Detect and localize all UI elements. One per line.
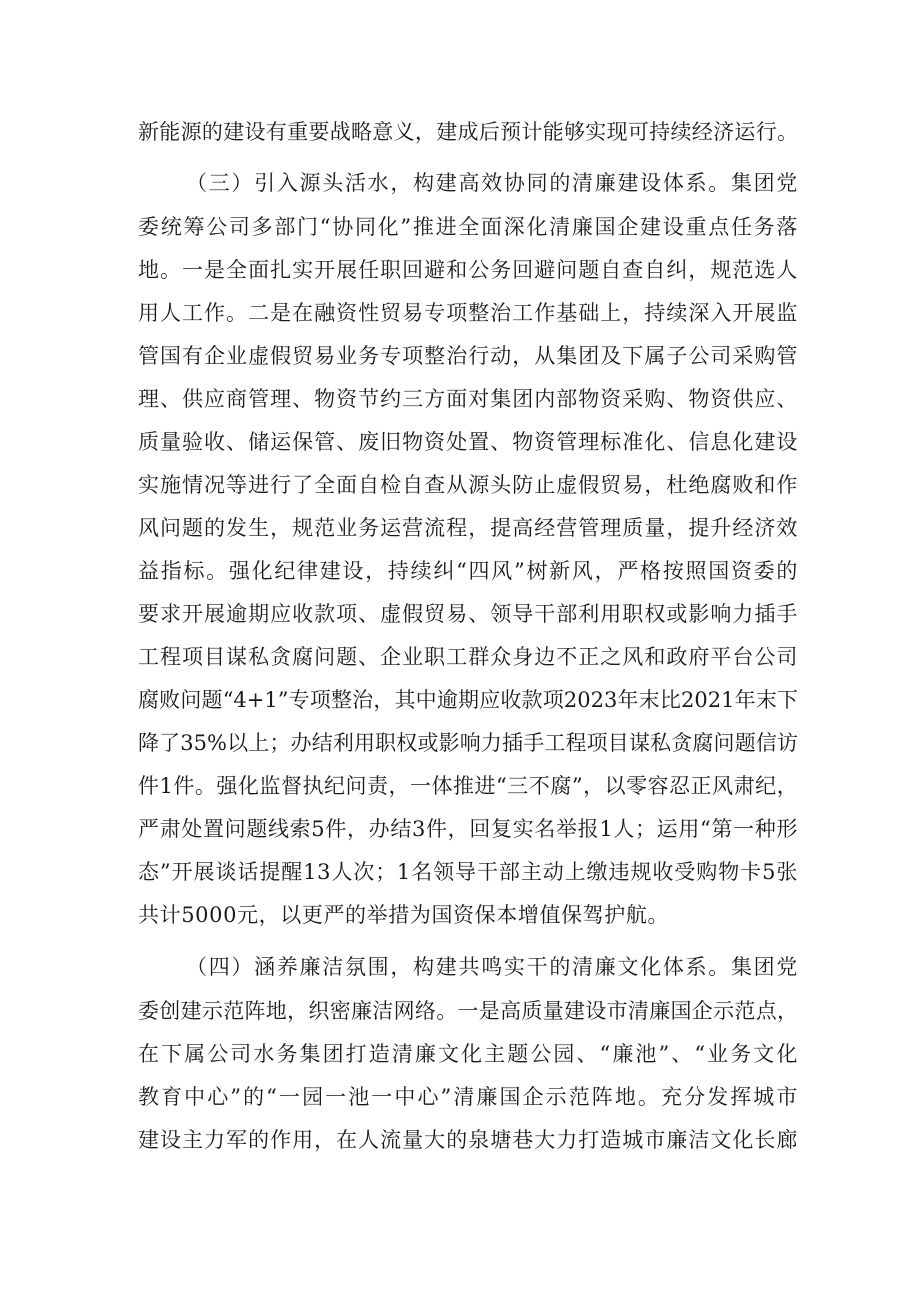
text-line: 件1件。强化监督执纪问责，一体推进“三不腐”，以零容忍正风肃纪，: [138, 774, 798, 798]
text-line: 益指标。强化纪律建设，持续纠“四风”树新风，严格按照国资委的: [138, 559, 798, 583]
text-line: 委统筹公司多部门“协同化”推进全面深化清廉国企建设重点任务落: [138, 215, 798, 239]
text-line: 管国有企业虚假贸易业务专项整治行动，从集团及下属子公司采购管: [138, 344, 798, 368]
text-line: 建设主力军的作用，在人流量大的泉塘巷大力打造城市廉洁文化长廊: [138, 1128, 798, 1152]
text-line: 质量验收、储运保管、废旧物资处置、物资管理标准化、信息化建设: [138, 430, 798, 454]
text-line: 理、供应商管理、物资节约三方面对集团内部物资采购、物资供应、: [138, 387, 798, 411]
text-line: 用人工作。二是在融资性贸易专项整治工作基础上，持续深入开展监: [138, 301, 798, 325]
text-line: 工程项目谋私贪腐问题、企业职工群众身边不正之风和政府平台公司: [138, 645, 798, 669]
text-line: 要求开展逾期应收款项、虚假贸易、领导干部利用职权或影响力插手: [138, 602, 798, 626]
text-line: 风问题的发生，规范业务运营流程，提高经营管理质量，提升经济效: [138, 516, 798, 540]
text-line: 实施情况等进行了全面自检自查从源头防止虚假贸易，杜绝腐败和作: [138, 473, 798, 497]
section-heading-3: （三）引入源头活水，构建高效协同的清廉建设体系。集团党: [186, 171, 798, 195]
text-line: 地。一是全面扎实开展任职回避和公务回避问题自查自纠，规范选人: [138, 258, 798, 282]
text-line: 委创建示范阵地，织密廉洁网络。一是高质量建设市清廉国企示范点，: [138, 999, 798, 1023]
text-line: 共计5000元，以更严的举措为国资保本增值保驾护航。: [138, 903, 670, 927]
text-line: 新能源的建设有重要战略意义，建成后预计能够实现可持续经济运行。: [138, 120, 798, 144]
text-line: 教育中心”的“一园一池一中心”清廉国企示范阵地。充分发挥城市: [138, 1085, 798, 1109]
text-line: 态”开展谈话提醒13人次；1名领导干部主动上缴违规收受购物卡5张: [138, 860, 798, 884]
text-line: 严肃处置问题线索5件，办结3件，回复实名举报1人；运用“第一种形: [138, 817, 798, 841]
text-line: 在下属公司水务集团打造清廉文化主题公园、“廉池”、“业务文化: [138, 1042, 798, 1066]
section-heading-4: （四）涵养廉洁氛围，构建共鸣实干的清廉文化体系。集团党: [186, 955, 798, 979]
text-line: 降了35%以上；办结利用职权或影响力插手工程项目谋私贪腐问题信访: [138, 731, 798, 755]
text-line: 腐败问题“4+1”专项整治，其中逾期应收款项2023年末比2021年末下: [138, 688, 798, 712]
